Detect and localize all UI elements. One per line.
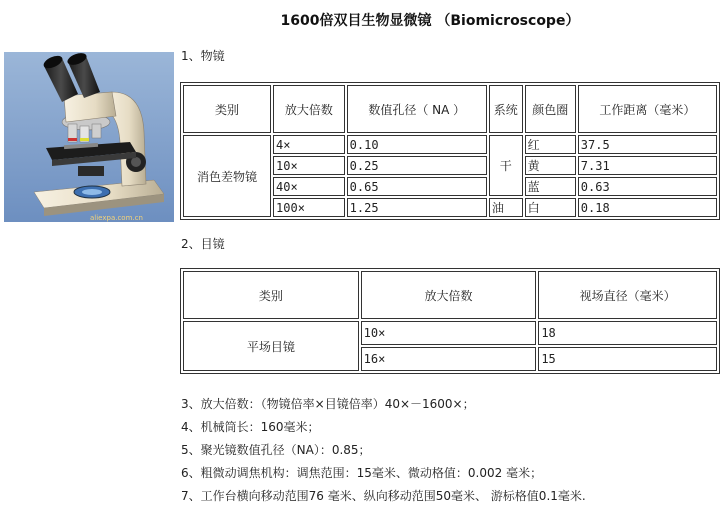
objective-na: 0.25 — [347, 156, 487, 175]
spec-item-tube-length: 4、机械筒长：160毫米； — [181, 420, 320, 434]
objective-magnification: 10× — [273, 156, 345, 175]
objective-system-dry: 干 — [489, 135, 523, 196]
objective-header-working-distance: 工作距离（毫米） — [578, 85, 717, 133]
objective-working-distance: 0.18 — [578, 198, 717, 217]
spec-item-focus-mechanism: 6、粗微动调焦机构：调焦范围：15毫米、微动格值：0.002 毫米； — [181, 466, 543, 480]
objective-category: 消色差物镜 — [183, 135, 271, 217]
objective-header-magnification: 放大倍数 — [273, 85, 345, 133]
objective-working-distance: 0.63 — [578, 177, 717, 196]
photo-watermark: aliexpa.com.cn — [90, 214, 143, 222]
table-row — [183, 135, 717, 154]
eyepiece-heading: 2、目镜 — [181, 237, 225, 251]
objective-color: 白 — [525, 198, 576, 217]
objective-magnification: 100× — [273, 198, 345, 217]
objective-table — [180, 82, 720, 220]
objective-header-row — [183, 85, 717, 133]
objective-header-category: 类别 — [183, 85, 271, 133]
eyepiece-category: 平场目镜 — [183, 321, 359, 371]
spec-item-stage-range: 7、工作台横向移动范围76 毫米、纵向移动范围50毫米、 游标格值0.1毫米. — [181, 489, 586, 503]
microscope-photo — [4, 52, 174, 222]
objective-color: 蓝 — [525, 177, 576, 196]
objective-magnification: 4× — [273, 135, 345, 154]
eyepiece-header-category: 类别 — [183, 271, 359, 319]
eyepiece-magnification: 10× — [361, 321, 537, 345]
objective-na: 0.10 — [347, 135, 487, 154]
eyepiece-magnification: 16× — [361, 347, 537, 371]
objective-working-distance: 37.5 — [578, 135, 717, 154]
eyepiece-header-row — [183, 271, 717, 319]
objective-header-color-ring: 颜色圈 — [525, 85, 576, 133]
spec-item-magnification: 3、放大倍数：（物镜倍率×目镜倍率）40×－1600×； — [181, 397, 475, 411]
page-title: 1600倍双目生物显微镜 （Biomicroscope） — [280, 13, 580, 29]
objective-na: 0.65 — [347, 177, 487, 196]
objective-color: 黄 — [525, 156, 576, 175]
objective-working-distance: 7.31 — [578, 156, 717, 175]
objective-header-system: 系统 — [489, 85, 523, 133]
objective-system-oil: 油 — [489, 198, 523, 217]
objective-heading: 1、物镜 — [181, 49, 225, 63]
objective-na: 1.25 — [347, 198, 487, 217]
eyepiece-field-diameter: 15 — [538, 347, 717, 371]
objective-magnification: 40× — [273, 177, 345, 196]
eyepiece-header-field-diameter: 视场直径（毫米） — [538, 271, 717, 319]
objective-color: 红 — [525, 135, 576, 154]
objective-header-na: 数值孔径（ NA ） — [347, 85, 487, 133]
table-row — [183, 321, 717, 345]
spec-list — [181, 395, 586, 510]
eyepiece-table — [180, 268, 720, 374]
spec-item-condenser-na: 5、聚光镜数值孔径（NA）：0.85； — [181, 443, 371, 457]
eyepiece-field-diameter: 18 — [538, 321, 717, 345]
microscope-image — [4, 52, 174, 222]
eyepiece-header-magnification: 放大倍数 — [361, 271, 537, 319]
